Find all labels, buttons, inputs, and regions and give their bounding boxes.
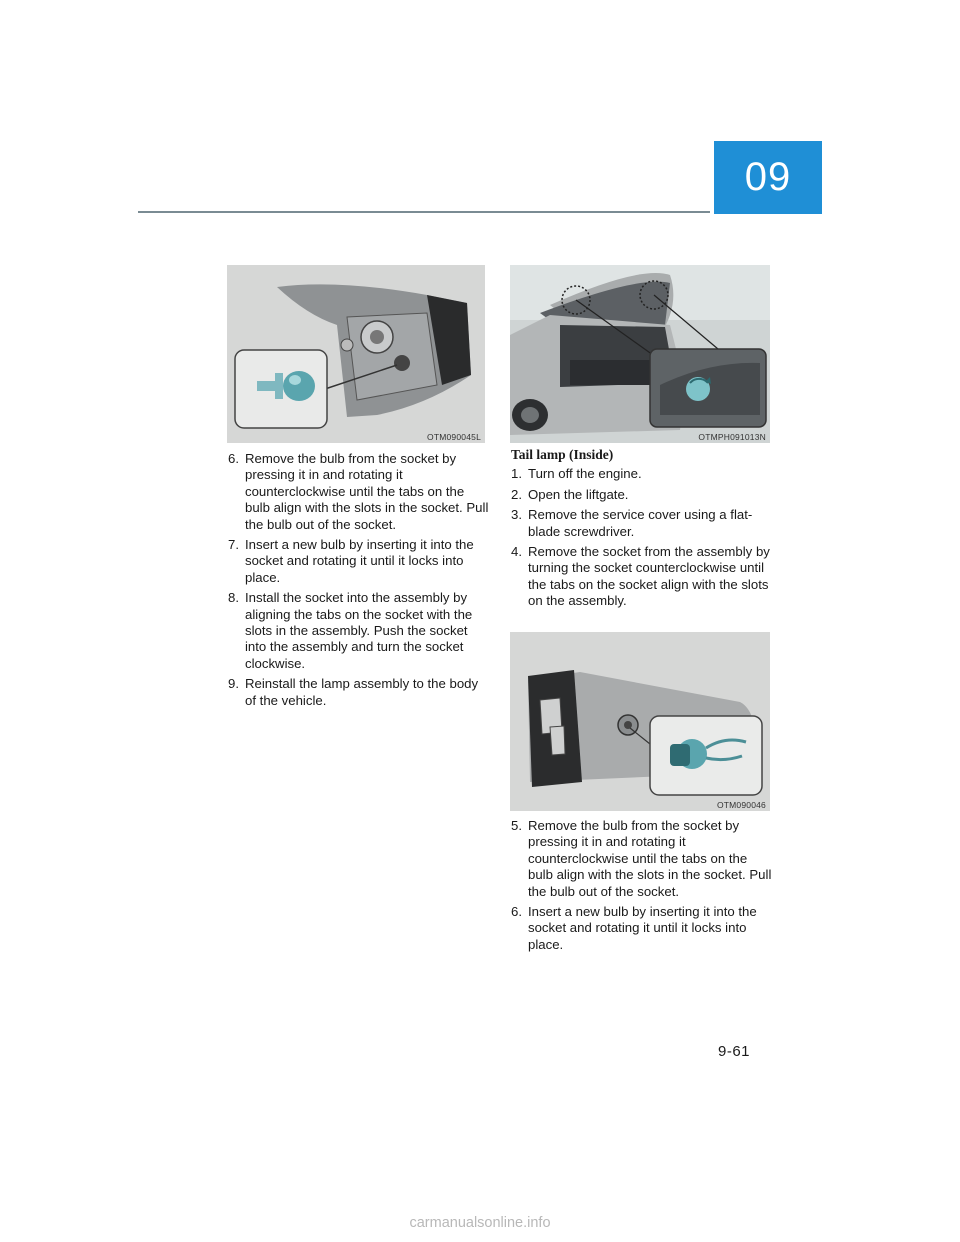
step-number: 9.	[228, 676, 239, 692]
step-text: Remove the bulb from the socket by pressing it in and rotating it counterclockwise until the tabs on the bulb align with the slots in the socket. Pull the bulb out of the socket.	[528, 818, 772, 899]
chapter-tab	[714, 141, 822, 214]
chapter-number: 09	[744, 155, 792, 199]
step-number: 1.	[511, 466, 522, 482]
list-item	[228, 676, 490, 709]
step-text: Turn off the engine.	[528, 466, 642, 482]
right-step-list-b	[511, 818, 773, 953]
figure-code: OTM090045L	[427, 432, 481, 442]
inner-lamp-illustration	[510, 632, 770, 811]
step-text: Remove the socket from the assembly by turning the socket counterclockwise until the tabs on the socket align with the slots on the assembly.	[528, 544, 770, 609]
list-item	[511, 544, 771, 610]
step-text: Reinstall the lamp assembly to the body of the vehicle.	[245, 676, 479, 708]
figure-code: OTM090046	[716, 800, 766, 810]
right-column-steps-b	[511, 818, 773, 957]
step-text: Insert a new bulb by inserting it into the socket and rotating it until it locks into place.	[528, 904, 757, 952]
figure-code: OTMPH091013N	[698, 432, 766, 442]
header-rule	[138, 211, 710, 213]
list-item	[511, 466, 771, 482]
step-text: Remove the bulb from the socket by pressing it in and rotating it counterclockwise until the tabs on the bulb align with the slots in the socket. Pull the bulb out of the socket.	[245, 451, 489, 532]
tail-lamp-illustration	[227, 265, 485, 443]
left-step-list	[228, 451, 490, 709]
list-item	[511, 818, 773, 900]
step-number: 5.	[511, 818, 522, 833]
left-column-steps	[228, 451, 490, 713]
figure-tail-lamp-bulb	[227, 265, 485, 443]
step-number: 4.	[511, 544, 522, 560]
list-item	[228, 451, 490, 533]
step-text: Insert a new bulb by inserting it into the socket and rotating it until it locks into place.	[245, 537, 474, 585]
step-number: 3.	[511, 507, 522, 523]
page-number: 9-61	[718, 1043, 751, 1060]
figure-liftgate-open	[510, 265, 770, 443]
step-text: Install the socket into the assembly by aligning the tabs on the socket with the slots in the assembly. Push the socket into the assembly and turn the socket clockwise.	[245, 590, 473, 671]
section-heading: Tail lamp (Inside)	[511, 447, 614, 462]
list-item	[511, 487, 771, 503]
step-number: 6.	[511, 904, 522, 920]
step-number: 6.	[228, 451, 239, 466]
right-step-list-a	[511, 466, 771, 609]
list-item	[511, 904, 773, 953]
watermark: carmanualsonline.info	[409, 1215, 551, 1231]
step-text: Remove the service cover using a flat-blade screwdriver.	[528, 507, 753, 539]
figure-inner-lamp-socket	[510, 632, 770, 811]
liftgate-illustration	[510, 265, 770, 443]
step-text: Open the liftgate.	[528, 486, 629, 502]
list-item	[511, 507, 771, 540]
step-number: 2.	[511, 486, 522, 502]
list-item	[228, 590, 490, 672]
step-number: 8.	[228, 590, 239, 606]
step-number: 7.	[228, 537, 239, 553]
right-column-steps-a	[511, 447, 771, 614]
list-item	[228, 537, 490, 586]
